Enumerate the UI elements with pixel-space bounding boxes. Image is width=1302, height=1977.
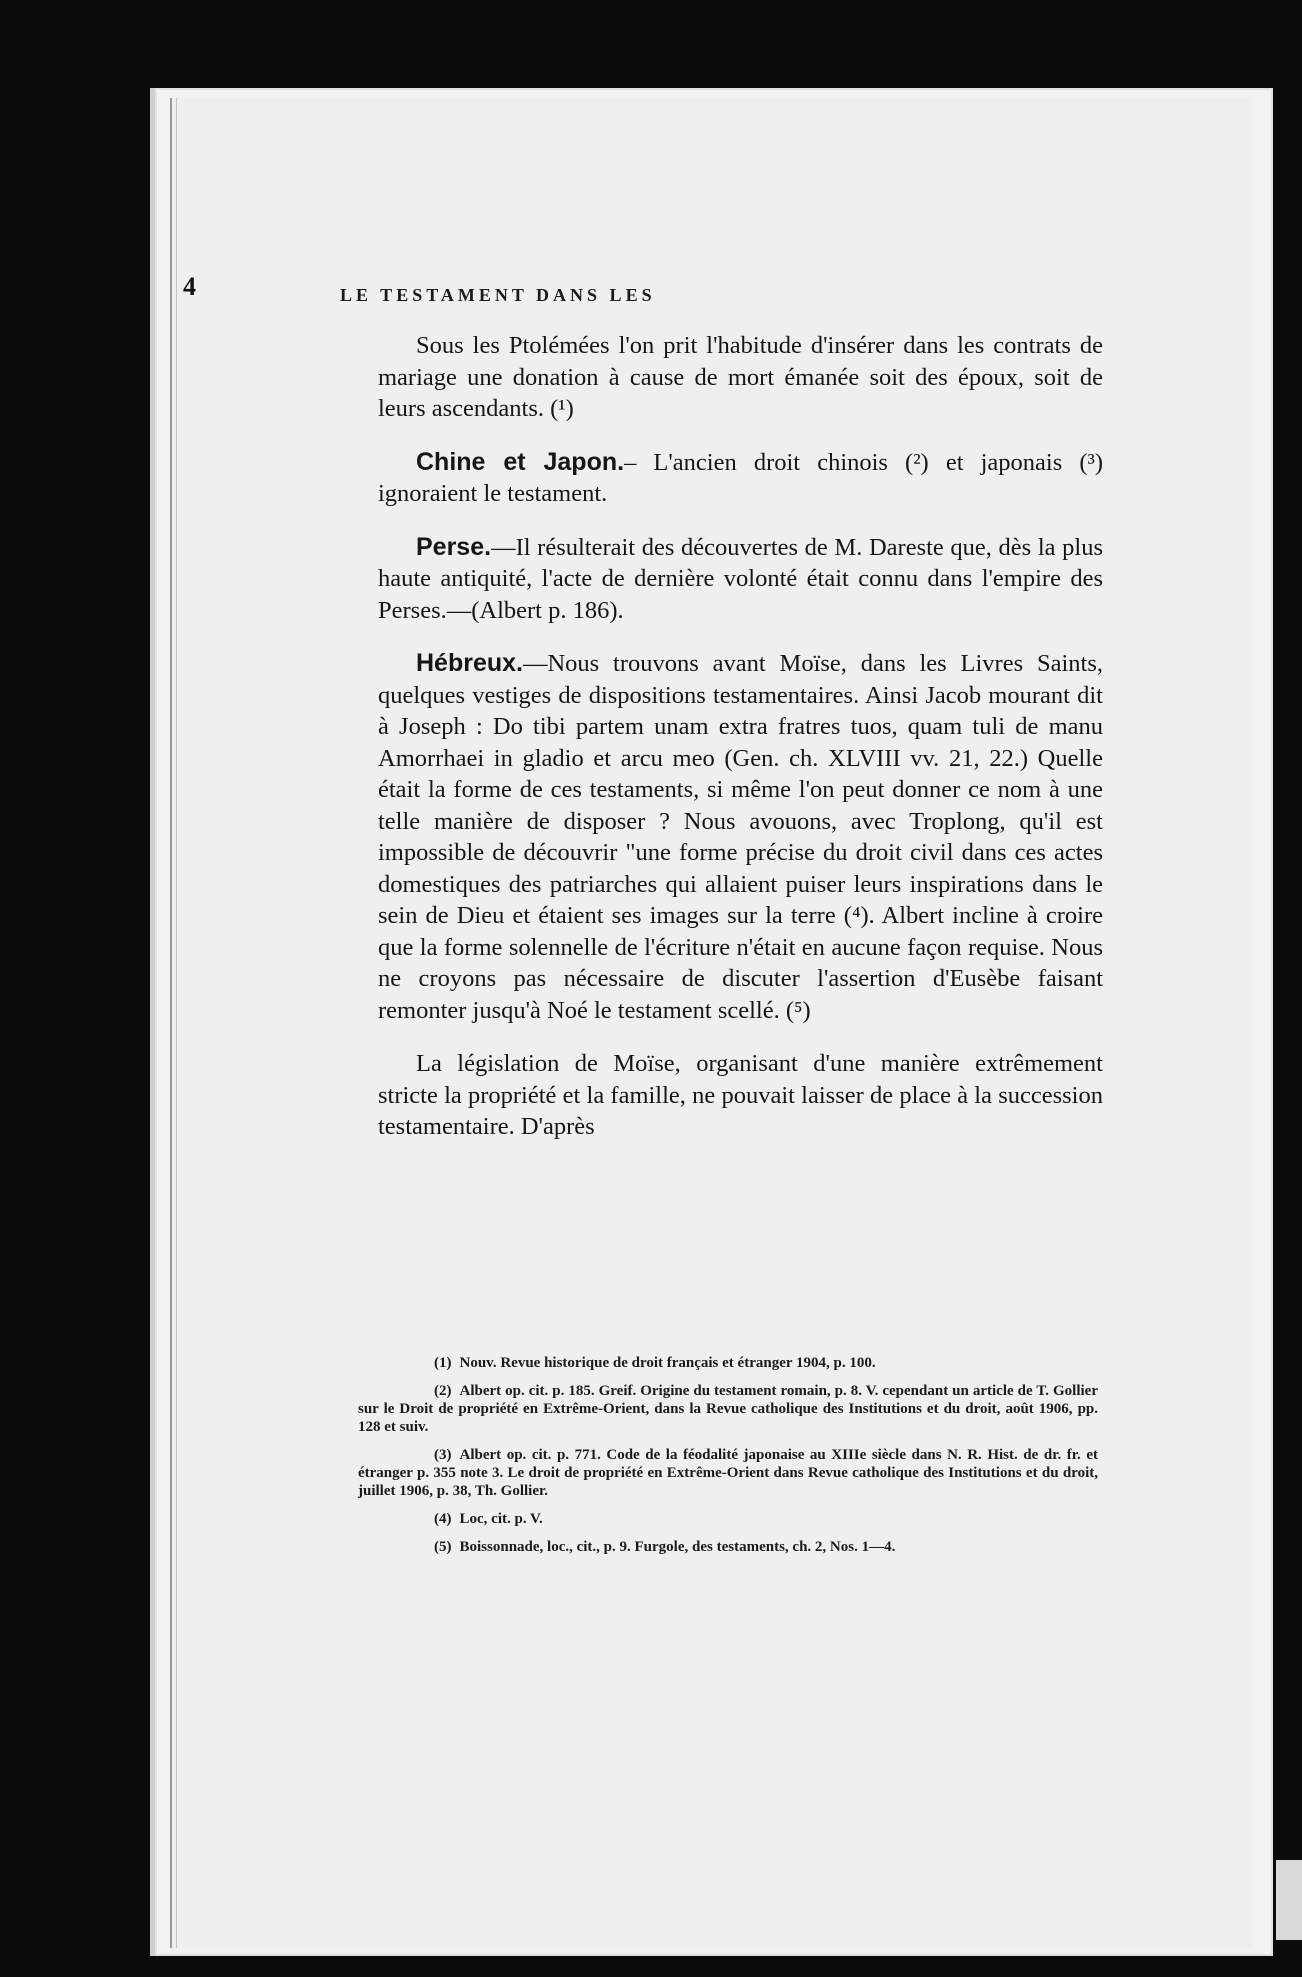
page-number: 4 [183, 272, 196, 301]
footnote-text: Loc, cit. p. V. [459, 1511, 543, 1527]
footnote-number: (5) [434, 1539, 452, 1555]
paragraph-text: – L'ancien droit chinois (²) et japonais (³) ignoraient le testament. [378, 448, 1103, 507]
scan-edge-artifact [1276, 1860, 1302, 1940]
paragraph-text: —Nous trouvons avant Moïse, dans les Livres Saints, quelques vestiges de dispositions testamentaires. Ainsi Jacob mourant dit à Joseph : Do tibi partem unam extra fratres tuos, quam tuli de manu Amorrhaei in gladio et arcu meo (Gen. ch. XLVIII vv. 21, 22.) Quelle était la forme de ces testaments, si même l'on peut donner ce nom à une telle manière de disposer ? Nous avouons, avec Troplong, qu'il est impossible de découvrir "une forme précise du droit civil dans ces actes domestiques des patriarches qui allaient puiser leurs inspirations dans le sein de Dieu et étaient ses images sur la terre (⁴). Albert incline à croire que la forme solennelle de l'écriture n'était en aucune façon requise. Nous ne croyons pas nécessaire de discuter l'assertion d'Eusèbe faisant remonter jusqu'à Noé le testament scellé. (⁵) [378, 650, 1103, 1024]
footnote-text: Boissonnade, loc., cit., p. 9. Furgole, des testaments, ch. 2, Nos. 1—4. [459, 1539, 896, 1555]
paragraph-perse [378, 532, 1103, 627]
paragraph-text: La législation de Moïse, organisant d'une manière extrêmement stricte la propriété et la famille, ne pouvait laisser de place à la succession testamentaire. D'après [378, 1050, 1103, 1140]
footnote-number: (1) [434, 1355, 452, 1371]
paragraph-hebreux [378, 648, 1103, 1026]
footnote-5 [358, 1538, 1098, 1556]
paragraph-text: Sous les Ptolémées l'on prit l'habitude d'insérer dans les contrats de mariage une donation à cause de mort émanée soit des époux, soit de leurs ascendants. (¹) [378, 332, 1103, 422]
footnote-2 [358, 1382, 1098, 1436]
paragraph-ptolemees [378, 330, 1103, 425]
paragraph-moise [378, 1048, 1103, 1143]
paragraph-lead: Chine et Japon. [416, 447, 625, 476]
paragraph-lead: Hébreux. [416, 649, 523, 677]
footnote-text: Albert op. cit. p. 185. Greif. Origine du testament romain, p. 8. V. cependant un article de T. Gollier sur le Droit de propriété en Extrême-Orient, dans la Revue catholique des Institutions et du droit, août 1906, pp. 128 et suiv. [358, 1383, 1098, 1435]
paragraph-lead: Perse. [416, 532, 492, 561]
paragraph-chine-japon [378, 447, 1103, 510]
footnote-text: Nouv. Revue historique de droit français et étranger 1904, p. 100. [459, 1355, 876, 1371]
footnote-number: (3) [434, 1447, 452, 1463]
body-text [378, 330, 1103, 1165]
footnote-number: (4) [434, 1511, 452, 1527]
footnote-number: (2) [434, 1383, 452, 1399]
footnote-text: Albert op. cit. p. 771. Code de la féodalité japonaise au XIIIe siècle dans N. R. Hist. de dr. fr. et étranger p. 355 note 3. Le droit de propriété en Extrême-Orient dans Revue catholique des Institutions et du droit, juillet 1906, p. 38, Th. Gollier. [358, 1447, 1098, 1499]
running-title: LE TESTAMENT DANS LES [340, 285, 656, 305]
footnotes [358, 1354, 1098, 1566]
footnote-4 [358, 1510, 1098, 1528]
footnote-3 [358, 1446, 1098, 1500]
footnote-1 [358, 1354, 1098, 1372]
paragraph-text: —Il résulterait des découvertes de M. Dareste que, dès la plus haute antiquité, l'acte de dernière volonté était connu dans l'empire des Perses.—(Albert p. 186). [378, 533, 1103, 624]
